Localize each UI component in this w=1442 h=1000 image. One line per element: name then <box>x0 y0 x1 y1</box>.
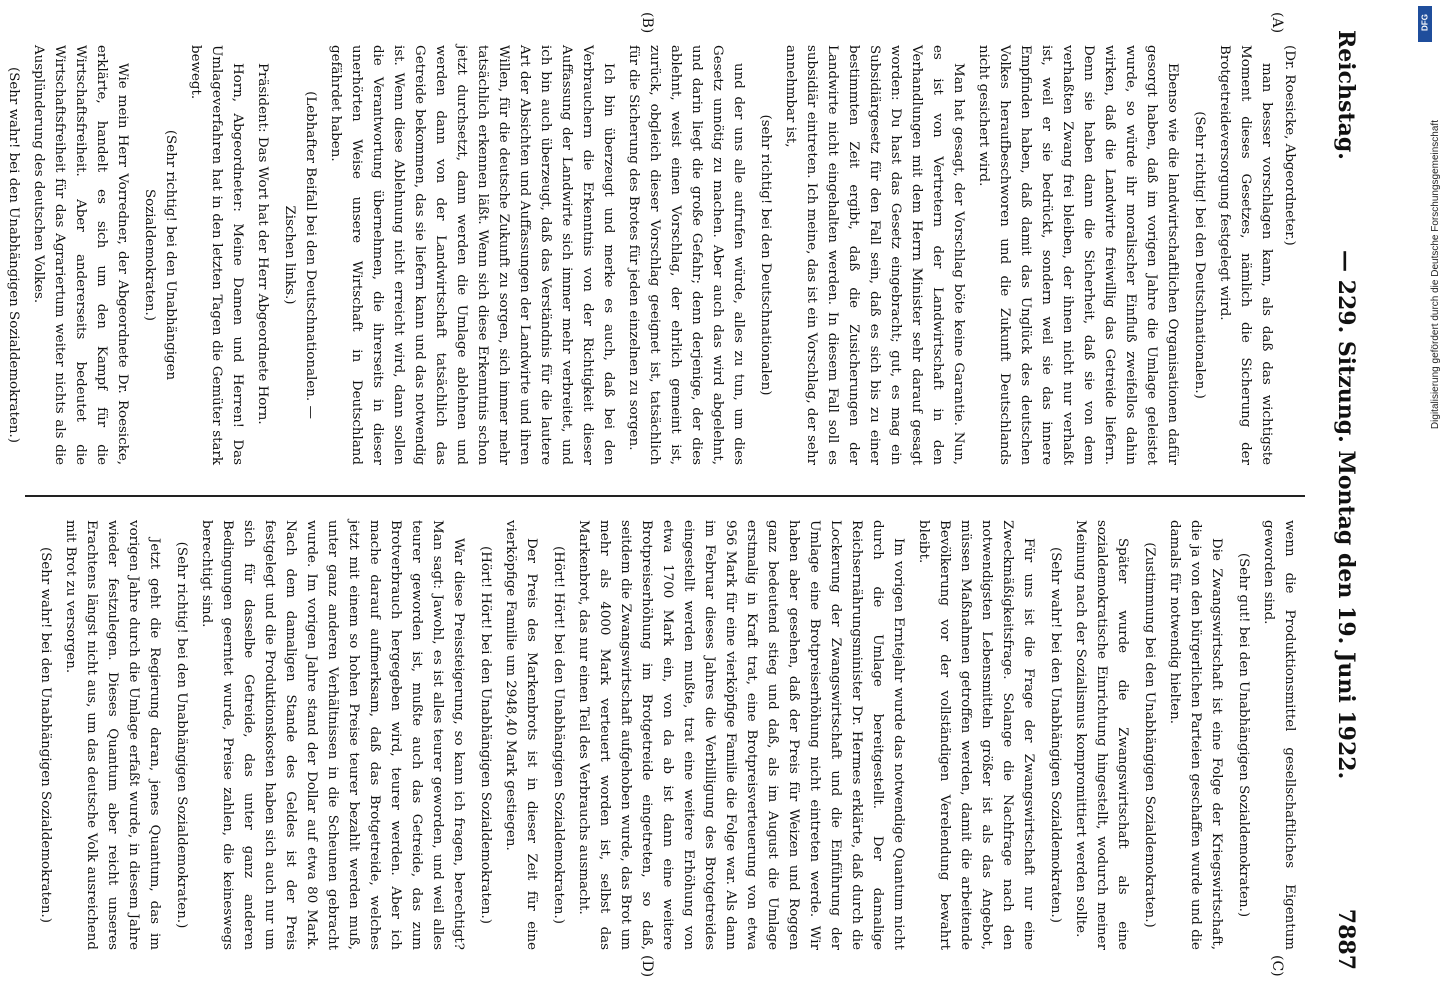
paragraph: Der Preis des Markenbrots ist in dieser Zeit für eine vierköpfige Familie um 2948,40 Mark gestiegen. <box>503 520 539 950</box>
marker-b: (B) <box>639 12 655 34</box>
paragraph: Man hat gesagt, der Vorschlag böte keine Garantie. Nun, es ist von Vertretern der Landwirtschaft in den Verhandlungen mit dem Herrn Minister sehr darauf gesagt worden: Du hast das Gesetz eingebracht; gut, es mag ein Subsidiärgesetz für den Fall sein, daß es sich bis zu einer bestimmten Zeit ergibt, daß die Zusicherungen der Landwirte nicht eingehalten werden. In diesem Fall soll es subsidiär eintreten. Ich meine, das ist ein Vorschlag, der sehr annehmbar ist, <box>783 45 966 465</box>
interjection: (sehr richtig! bei den Deutschnationalen) <box>758 114 773 396</box>
column-divider <box>25 495 1305 497</box>
paragraph: Präsident: Das Wort hat der Herr Abgeordnete Horn. <box>255 63 270 425</box>
paragraph: Für uns ist die Frage der Zwangswirtschaft nur eine Zweckmäßigkeitsfrage. Solange die Nachfrage nach den notwendigsten Lebensmitteln größer ist als das Angebot, müssen Maßnahmen getroffen werden, damit die arbeitende Bevölkerung vor der vollständigen Verelendung bewahrt bleibt. <box>916 520 1036 950</box>
digitization-note <box>1418 120 1441 980</box>
paragraph: Im vorigen Erntejahr wurde das notwendige Quantum nicht durch die Umlage bereitgestellt. Der damalige Reichsernährungsminister Dr. Hermes erklärte, daß durch die Lockerung der Zwangswirtschaft und die Einführung der Umlage eine Brotpreiserhöhung nicht eintreten werde. Wir haben aber gesehen, daß der Preis für Weizen und Roggen ganz bedeutend stieg und daß, als im August die Umlage erstmalig in Kraft trat, eine Brotpreisverteuerung von etwa 956 Mark für eine vierköpfige Familie die Folge war. Als dann im Februar dieses Jahres die Verbilligung des Brotgetreides eingestellt werden mußte, trat eine weitere Erhöhung von etwa 1700 Mark ein, von da ab ist dann eine weitere Brotpreiserhöhung im Brotgetreide eingetreten, so daß, seitdem die Zwangswirtschaft aufgehoben wurde, das Brot um mehr als 4000 Mark verteuert worden ist, selbst das Markenbrot, das nur einen Teil des Verbrauchs ausmacht. <box>576 520 906 950</box>
paragraph: Wie mein Herr Vorredner, der Abgeordnete Dr. Roesicke, erklärte, handelt es sich um den Kampf für die Wirtschaftsfreiheit. Aber andererseits bedeutet die Wirtschaftsfreiheit für das Agrariertum weiter nichts als die Ausplünderung des deutschen Volkes. <box>31 45 130 465</box>
marker-d: (D) <box>639 955 655 978</box>
interjection: (Sehr wahr! bei den Unabhängigen Sozialdemokraten.) <box>6 66 21 444</box>
right-column <box>30 520 1300 950</box>
page-header <box>1327 20 1367 980</box>
paragraph: Jetzt geht die Regierung daran, jenes Quantum, das im vorigen Jahre durch die Umlage erfaßt wurde, in diesem Jahre wieder festzulegen. Dieses Quantum aber reicht unseres Erachtens längst nicht aus, um das deutsche Volk ausreichend mit Brot zu versorgen. <box>63 520 162 950</box>
header-left: Reichstag. <box>1333 30 1359 160</box>
digitization-note-text: Digitalisierung gefördert durch die Deutsche Forschungsgemeinschaft <box>1430 120 1441 430</box>
paragraph: man besser vorschlagen kann, als daß das wichtigste Moment dieses Gesetzes, nämlich die Sicherung der Brotgetreideversorgung festgelegt wird. <box>1217 45 1274 465</box>
interjection: (Sehr richtig! bei den Deutschnationalen.) <box>1192 111 1207 399</box>
left-column <box>6 45 1300 465</box>
header-center: — 229. Sitzung. Montag den 19. Juni 1922. <box>1333 250 1359 780</box>
interjection: (Sehr gut! bei den Unabhängigen Sozialdemokraten.) <box>1236 552 1251 918</box>
dfg-logo <box>1418 6 1432 42</box>
marker-a: (A) <box>1269 12 1285 34</box>
interjection: (Hört! Hört! bei den Unabhängigen Sozialdemokraten.) <box>478 546 493 924</box>
paragraph: Ebenso wie die landwirtschaftlichen Organisationen dafür gesorgt haben, daß im vorigen Jahre die Umlage geleistet wurde, so würde ihr moralischer Einfluß zweifellos dahin wirken, daß die Landwirte freiwillig das Getreide liefern. Denn sie haben dann die Sicherheit, daß sie von dem verhaßten Zwang frei bleiben, der ihnen nicht nur verhaßt ist, weil er sie bedrückt, sondern weil sie das innere Empfinden haben, daß damit das Unglück des deutschen Volkes heraufbeschworen und die Zukunft Deutschlands nicht gesichert wird. <box>976 45 1180 465</box>
interjection: (Lebhafter Beifall bei den Deutschnationalen. — Zischen links.) <box>282 91 318 419</box>
interjection: (Hört! Hört! bei den Unabhängigen Sozialdemokraten.) <box>551 546 566 924</box>
paragraph: War diese Preissteigerung, so kann ich fragen, berechtigt? Man sagt: Jawohl, es ist alles teurer geworden, und weil alles teurer geworden ist, mußte auch das Getreide, das zum Brotverbrauch hergegeben wird, teurer werden. Aber ich mache darauf aufmerksam, daß das Brotgetreide, welches jetzt mit einem so hohen Preise teurer bezahlt werden muß, unter ganz anderen Verhältnissen in die Scheunen gebracht wurde. Im vorigen Jahre stand der Dollar auf etwa 80 Mark. Nach dem damaligen Stande des Geldes ist der Preis festgelegt und die Produktionskosten haben sich auch nur um sich für dasselbe Getreide, das unter ganz anderen Bedingungen geerntet wurde, Preise zahlen, die keineswegs berechtigt sind. <box>199 520 466 950</box>
dfg-logo-text: DFG <box>1420 14 1430 31</box>
paragraph: wenn die Produktionsmittel gesellschaftliches Eigentum geworden sind. <box>1261 520 1297 950</box>
paragraph: Später wurde die Zwangswirtschaft als eine sozialdemokratische Einrichtung hingestellt, wodurch meiner Meinung nach der Sozialismus kompromittiert werden sollte. <box>1073 520 1130 950</box>
paragraph: und der uns alle aufrufen würde, alles zu tun, um dies Gesetz unnötig zu machen. Aber auch das wird abgelehnt, und darin liegt die große Gefahr; denn derjenige, der dies ablehnt, weist einen Vorschlag, der ehrlich gemeint ist, zurück, obgleich dieser Vorschlag geeignet ist, tatsächlich für die Sicherung des Brotes für jeden einzelnen zu sorgen. <box>626 45 746 465</box>
interjection: (Sehr wahr! bei den Unabhängigen Sozialdemokraten.) <box>38 546 53 924</box>
interjection: (Sehr richtig! bei den Unabhängigen Sozialdemokraten.) <box>174 541 189 929</box>
paragraph: Ich bin überzeugt und merke es auch, daß bei den Verbrauchern die Erkenntnis von der Richtigkeit dieser Auffassung der Landwirte sich immer mehr verbreitet, und ich bin auch überzeugt, daß das Verständnis für die lautere Art der Absichten und Auffassungen der Landwirte und ihren Willen, für die deutsche Zukunft zu sorgen, sich immer mehr tatsächlich erkennen läßt. Wenn sich diese Erkenntnis schon jetzt durchsetzt, dann werden die Umlage ablehnen und werden dann von der Landwirtschaft tatsächlich das Getreide bekommen, das sie liefern kann und das notwendig ist. Wenn diese Ablehnung nicht erreicht wird, dann sollen die Verantwortung übernehmen, die ihrerseits in dieser unerhörten Weise unsere Wirtschaft in Deutschland gefährdet haben. <box>328 45 616 465</box>
speaker-line: (Dr. Roesicke, Abgeordneter.) <box>1282 45 1297 246</box>
interjection: (Sehr wahr! bei den Unabhängigen Sozialdemokraten.) <box>1048 546 1063 924</box>
paragraph: Die Zwangswirtschaft ist eine Folge der Kriegswirtschaft, die ja von den bürgerlichen Parteien geschaffen wurde und die damals für notwendig hielten. <box>1167 520 1224 950</box>
interjection: (Sehr richtig! bei den Unabhängigen Sozialdemokraten.) <box>142 129 178 381</box>
interjection: (Zustimmung bei den Unabhängigen Sozialdemokraten.) <box>1142 542 1157 928</box>
paragraph: Horn, Abgeordneter: Meine Damen und Herren! Das Umlageverfahren hat in den letzten Tagen die Gemüter stark bewegt. <box>188 45 245 465</box>
page-number: 7887 <box>1333 908 1359 970</box>
marker-c: (C) <box>1269 955 1285 977</box>
